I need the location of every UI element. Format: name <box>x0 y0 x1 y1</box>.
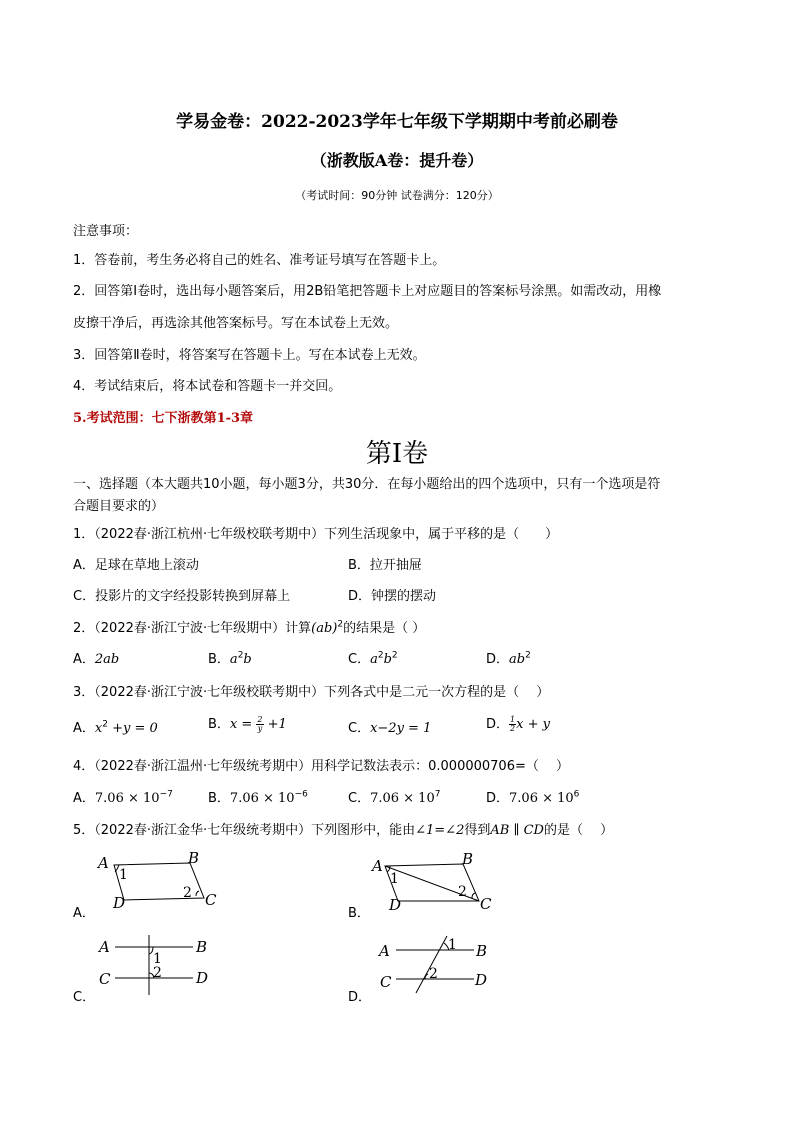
q4-b-label: B． <box>208 791 230 806</box>
q3-option-c[interactable] <box>348 717 431 736</box>
fig-a-label-1: 1 <box>119 867 128 883</box>
q2-option-b[interactable] <box>208 648 252 667</box>
q3-a-tail: +y = 0 <box>107 721 158 736</box>
fig-b-label-A: A <box>372 857 383 875</box>
q5-option-d-label[interactable]: D． <box>348 990 372 1005</box>
q3-a-exp: 2 <box>102 719 108 730</box>
q1-option-d[interactable]: D．钟摆的摆动 <box>348 589 437 604</box>
q3-d-num: 1 <box>510 715 516 724</box>
q1-option-c[interactable]: C．投影片的文字经投影转换到屏幕上 <box>73 589 291 604</box>
q2-option-c[interactable] <box>348 648 398 667</box>
q3-c-label: C． <box>348 721 371 736</box>
q2-c-math: a <box>370 652 378 667</box>
q4-option-c[interactable] <box>348 787 440 806</box>
q5-stem-post: 的是（ ） <box>543 823 614 838</box>
fig-d-label-D: D <box>475 971 488 989</box>
note-item-2-cont: 皮擦干净后，再选涂其他答案标号。写在本试卷上无效。 <box>73 316 399 331</box>
q3-stem: 3．（2022春·浙江宁波·七年级校联考期中）下列各式中是二元一次方程的是（ ） <box>73 685 550 700</box>
q3-a-label: A． <box>73 721 95 736</box>
q3-d-den: 2 <box>510 724 516 733</box>
q5-stem-math1: ∠1=∠2 <box>415 823 465 838</box>
fig-d-label-B: B <box>476 942 488 960</box>
fig-a-label-C: C <box>205 891 217 909</box>
q4-c-math: 7.06 × 10 <box>370 791 435 806</box>
q4-option-a[interactable] <box>73 787 173 806</box>
q5-figure-a[interactable] <box>92 848 227 913</box>
fig-d-transversal <box>416 936 447 993</box>
q3-b-label: B． <box>208 717 230 732</box>
fig-b-angle2-arc <box>472 893 475 898</box>
q4-a-exp: −7 <box>159 789 173 800</box>
q4-b-exp: −6 <box>294 789 308 800</box>
q2-c-label: C． <box>348 652 371 667</box>
q2-b-tail: b <box>243 652 252 667</box>
note-item-1: 1．答卷前，考生务必将自己的姓名、准考证号填写在答题卡上。 <box>73 253 446 268</box>
notes-heading: 注意事项： <box>73 224 139 239</box>
q3-c-math: x−2y = 1 <box>370 721 432 736</box>
q2-stem-math: (ab) <box>311 621 338 636</box>
fig-c-label-C: C <box>99 970 111 988</box>
section-intro-1: 一、选择题（本大题共10小题，每小题3分，共30分．在每小题给出的四个选项中，只有一个选项是符 <box>73 477 661 492</box>
q5-stem-pre: 5．（2022春·浙江金华·七年级统考期中）下列图形中，能由 <box>73 823 416 838</box>
fig-c-label-2: 2 <box>153 965 162 981</box>
note-item-4: 4．考试结束后，将本试卷和答题卡一并交回。 <box>73 379 342 394</box>
q2-stem-exp: 2 <box>337 619 344 630</box>
q2-d-label: D． <box>486 652 510 667</box>
fig-a-label-B: B <box>188 849 200 867</box>
fig-b-label-2: 2 <box>458 884 467 900</box>
q4-b-math: 7.06 × 10 <box>229 791 295 806</box>
fig-b-label-D: D <box>389 896 402 913</box>
fig-c-label-1: 1 <box>153 951 162 967</box>
q5-option-c-label[interactable]: C． <box>73 990 96 1005</box>
fig-d-label-C: C <box>380 973 392 991</box>
fig-c-label-A: A <box>99 938 110 956</box>
q4-c-exp: 7 <box>434 789 441 800</box>
q3-b-den: y <box>257 724 263 733</box>
q3-d-tail: x + y <box>516 717 550 732</box>
q5-figure-c[interactable] <box>95 933 215 998</box>
exam-subtitle: （浙教版A卷：提升卷） <box>310 151 484 170</box>
fig-b-label-1: 1 <box>390 871 399 887</box>
q2-option-d[interactable] <box>486 648 531 667</box>
fig-a-label-A: A <box>98 854 109 872</box>
fig-d-label-1: 1 <box>448 937 457 953</box>
q2-a-label: A． <box>73 652 95 667</box>
q3-option-a[interactable] <box>73 717 158 736</box>
q2-c-exp2: 2 <box>391 650 398 661</box>
fig-d-label-A: A <box>379 942 390 960</box>
fig-a-angle2-arc <box>196 891 199 896</box>
q1-option-b[interactable]: B．拉开抽屉 <box>348 558 422 573</box>
q5-stem-mid: 得到 <box>464 823 491 838</box>
q3-b-fraction <box>256 716 263 733</box>
q5-option-a-label[interactable]: A． <box>73 906 95 921</box>
q2-stem <box>73 617 425 636</box>
q4-d-label: D． <box>486 791 510 806</box>
q5-figure-b[interactable] <box>368 848 503 913</box>
q4-option-d[interactable] <box>486 787 579 806</box>
q4-a-math: 7.06 × 10 <box>94 791 160 806</box>
q3-option-d[interactable] <box>486 713 550 733</box>
fig-d-label-2: 2 <box>429 966 438 982</box>
q2-option-a[interactable] <box>73 648 119 667</box>
q2-d-math: ab <box>509 652 526 667</box>
q3-b-tail: +1 <box>263 717 287 732</box>
exam-meta: （考试时间：90分钟 试卷满分：120分） <box>295 189 499 202</box>
note-item-3: 3．回答第Ⅱ卷时，将答案写在答题卡上。写在本试卷上无效。 <box>73 348 426 363</box>
q4-d-exp: 6 <box>573 789 580 800</box>
q5-stem <box>73 819 613 838</box>
fig-c-label-D: D <box>196 969 209 987</box>
q2-stem-post: 的结果是（ ） <box>343 621 426 636</box>
q5-figure-d[interactable] <box>374 933 504 998</box>
q3-b-math: x = <box>229 717 257 732</box>
q2-c-exp: 2 <box>377 650 384 661</box>
fig-a-label-D: D <box>113 894 126 912</box>
fig-b-label-C: C <box>480 895 492 913</box>
fig-c-label-B: B <box>196 938 208 956</box>
q2-a-math: 2ab <box>94 652 120 667</box>
q5-stem-math2: AB ∥ CD <box>490 823 544 838</box>
exam-scope: 5.考试范围：七下浙教第1-3章 <box>73 411 254 426</box>
q4-a-label: A． <box>73 791 95 806</box>
q2-b-exp: 2 <box>237 650 244 661</box>
q2-d-exp: 2 <box>525 650 531 661</box>
q4-c-label: C． <box>348 791 371 806</box>
fig-a-label-2: 2 <box>183 885 192 901</box>
q1-stem: 1．（2022春·浙江杭州·七年级校联考期中）下列生活现象中，属于平移的是（ ） <box>73 527 559 542</box>
q2-stem-pre: 2．（2022春·浙江宁波·七年级期中）计算 <box>73 621 312 636</box>
q2-b-label: B． <box>208 652 230 667</box>
q2-b-math: a <box>229 652 238 667</box>
section-title: 第Ⅰ卷 <box>365 439 429 469</box>
q3-option-b[interactable] <box>208 713 287 733</box>
q1-option-a[interactable]: A．足球在草地上滚动 <box>73 558 199 573</box>
q4-option-b[interactable] <box>208 787 308 806</box>
note-item-2: 2．回答第Ⅰ卷时，选出每小题答案后，用2B铅笔把答题卡上对应题目的答案标号涂黑。如需改动，用橡 <box>73 284 662 299</box>
fig-b-label-B: B <box>462 850 474 868</box>
q3-d-label: D． <box>486 717 510 732</box>
q4-stem: 4．（2022春·浙江温州·七年级统考期中）用科学记数法表示：0.000000706=（ ） <box>73 759 569 774</box>
q5-option-b-label[interactable]: B． <box>348 906 370 921</box>
section-intro-2: 合题目要求的） <box>73 499 165 514</box>
q2-c-tail: b <box>383 652 392 667</box>
q3-a-math: x <box>94 721 103 736</box>
q4-d-math: 7.06 × 10 <box>509 791 574 806</box>
q3-b-num: 2 <box>257 715 263 724</box>
exam-title: 学易金卷：2022-2023学年七年级下学期期中考前必刷卷 <box>176 112 618 132</box>
